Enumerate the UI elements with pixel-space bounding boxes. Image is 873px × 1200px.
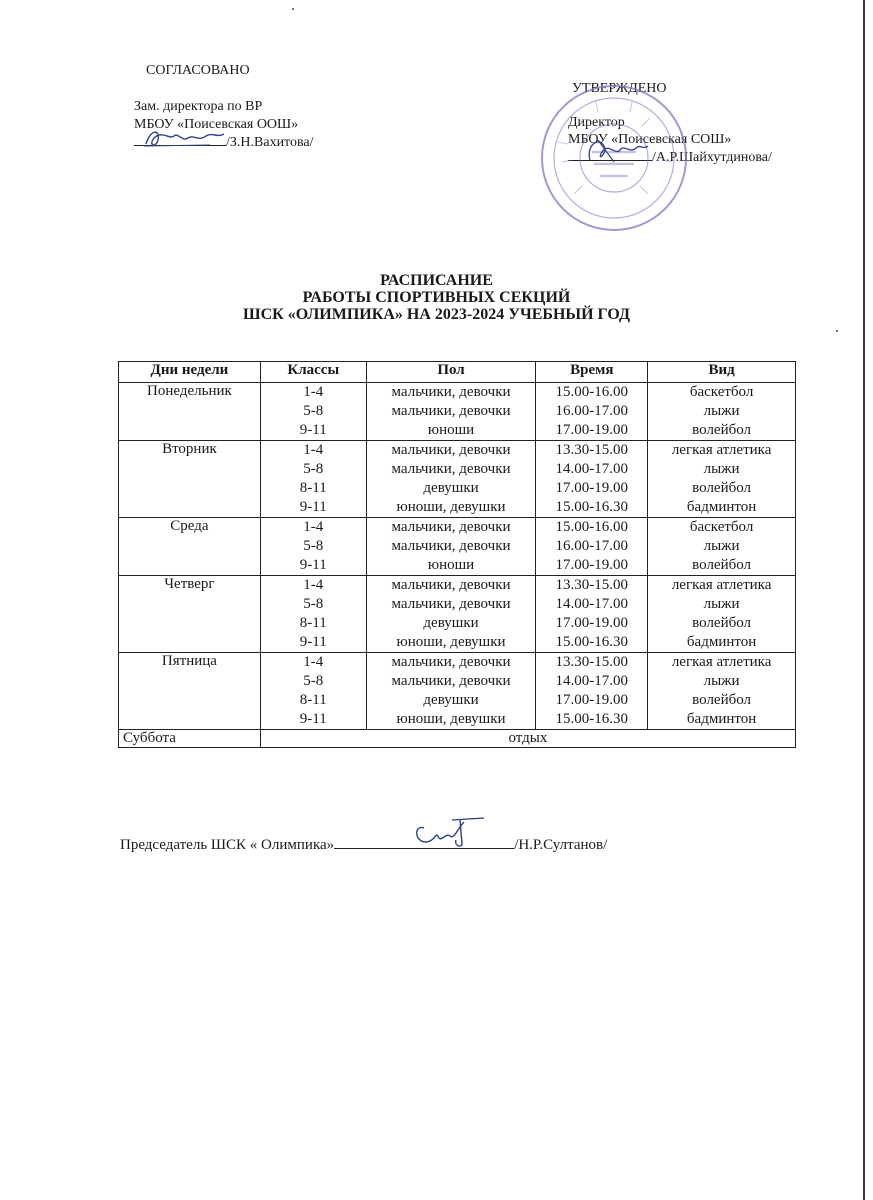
cell-day: Понедельник (119, 383, 261, 441)
table-row (119, 653, 796, 730)
cell-line: 17.00-19.00 (555, 692, 629, 708)
signature-right-image (580, 132, 650, 168)
cell-line: волейбол (692, 422, 752, 438)
cell-classes (260, 518, 366, 576)
cell-line: 1-4 (303, 519, 324, 535)
cell-gender (366, 653, 536, 730)
document-heading (0, 272, 873, 323)
cell-day: Пятница (119, 653, 261, 730)
scan-speck (836, 330, 838, 332)
approval-left-position: Зам. директора по ВР (134, 99, 263, 114)
cell-line: легкая атлетика (671, 654, 772, 670)
cell-line: 5-8 (303, 538, 324, 554)
header-days: Дни недели (119, 362, 261, 383)
cell-line: 9-11 (299, 634, 327, 650)
cell-line: 13.30-15.00 (555, 442, 629, 458)
cell-line: 17.00-19.00 (555, 480, 629, 496)
cell-line: 15.00-16.30 (555, 711, 629, 727)
cell-line: 8-11 (299, 692, 327, 708)
cell-line: 16.00-17.00 (555, 538, 629, 554)
cell-line: лыжи (703, 403, 740, 419)
table-row (119, 576, 796, 653)
cell-line: девушки (423, 615, 479, 631)
header-type: Вид (648, 362, 796, 383)
cell-line: юноши, девушки (396, 634, 506, 650)
cell-day: Четверг (119, 576, 261, 653)
cell-line: 9-11 (299, 499, 327, 515)
approval-left-org: МБОУ «Поисевская ООШ» (134, 117, 299, 132)
approval-right-org: МБОУ «Поисевская СОШ» (568, 132, 732, 147)
cell-time (536, 576, 648, 653)
cell-time (536, 518, 648, 576)
cell-line: 13.30-15.00 (555, 654, 629, 670)
cell-line: 14.00-17.00 (555, 461, 629, 477)
schedule-body (119, 383, 796, 748)
table-row (119, 441, 796, 518)
approval-left-title: СОГЛАСОВАНО (146, 63, 250, 78)
cell-line: мальчики, девочки (391, 442, 511, 458)
cell-line: девушки (423, 480, 479, 496)
footer-signature-block (120, 834, 607, 854)
cell-type (648, 383, 796, 441)
cell-line: 13.30-15.00 (555, 577, 629, 593)
cell-rest-note: отдых (260, 730, 795, 748)
cell-line: волейбол (692, 692, 752, 708)
cell-line: 8-11 (299, 480, 327, 496)
heading-line-3: ШСК «ОЛИМПИКА» НА 2023-2024 УЧЕБНЫЙ ГОД (243, 306, 630, 323)
cell-line: 8-11 (299, 615, 327, 631)
cell-line: 1-4 (303, 577, 324, 593)
cell-line: 1-4 (303, 442, 324, 458)
cell-line: 15.00-16.00 (555, 519, 629, 535)
signature-left-image (140, 126, 230, 152)
cell-line: мальчики, девочки (391, 673, 511, 689)
cell-line: 14.00-17.00 (555, 596, 629, 612)
approval-right-title: УТВЕРЖДЕНО (572, 81, 667, 96)
footer-label: Председатель ШСК « Олимпика» (120, 837, 335, 853)
cell-time (536, 441, 648, 518)
cell-line: мальчики, девочки (391, 577, 511, 593)
cell-line: мальчики, девочки (391, 538, 511, 554)
heading-line-2: РАБОТЫ СПОРТИВНЫХ СЕКЦИЙ (302, 289, 571, 306)
approval-left-signatory: /З.Н.Вахитова/ (226, 135, 314, 150)
cell-line: 17.00-19.00 (555, 557, 629, 573)
cell-classes (260, 441, 366, 518)
cell-day: Суббота (119, 730, 261, 748)
cell-gender (366, 518, 536, 576)
table-header-row (119, 362, 796, 383)
cell-type (648, 441, 796, 518)
cell-line: юноши, девушки (396, 711, 506, 727)
cell-line: легкая атлетика (671, 577, 772, 593)
cell-line: баскетбол (689, 384, 754, 400)
header-gender: Пол (366, 362, 536, 383)
cell-gender (366, 383, 536, 441)
cell-time (536, 653, 648, 730)
cell-line: 9-11 (299, 422, 327, 438)
table-row (119, 518, 796, 576)
cell-line: 5-8 (303, 461, 324, 477)
cell-line: 1-4 (303, 654, 324, 670)
cell-line: мальчики, девочки (391, 654, 511, 670)
cell-line: лыжи (703, 673, 740, 689)
cell-line: 1-4 (303, 384, 324, 400)
cell-line: лыжи (703, 538, 740, 554)
cell-line: 15.00-16.30 (555, 634, 629, 650)
cell-line: 17.00-19.00 (555, 422, 629, 438)
cell-line: юноши (427, 557, 475, 573)
cell-line: волейбол (692, 557, 752, 573)
cell-line: 17.00-19.00 (555, 615, 629, 631)
cell-type (648, 576, 796, 653)
cell-line: мальчики, девочки (391, 461, 511, 477)
cell-line: мальчики, девочки (391, 384, 511, 400)
cell-line: юноши, девушки (396, 499, 506, 515)
cell-line: волейбол (692, 615, 752, 631)
cell-gender (366, 441, 536, 518)
cell-gender (366, 576, 536, 653)
cell-classes (260, 383, 366, 441)
cell-line: 9-11 (299, 711, 327, 727)
cell-type (648, 518, 796, 576)
cell-line: бадминтон (686, 711, 757, 727)
cell-line: 15.00-16.00 (555, 384, 629, 400)
cell-line: 14.00-17.00 (555, 673, 629, 689)
footer-signatory: /Н.Р.Султанов/ (514, 837, 608, 853)
cell-line: волейбол (692, 480, 752, 496)
cell-day: Вторник (119, 441, 261, 518)
cell-line: мальчики, девочки (391, 519, 511, 535)
cell-line: девушки (423, 692, 479, 708)
cell-classes (260, 576, 366, 653)
cell-line: мальчики, девочки (391, 596, 511, 612)
table-row-saturday (119, 730, 796, 748)
signature-footer-image (410, 814, 490, 848)
cell-line: бадминтон (686, 499, 757, 515)
schedule-table (118, 361, 796, 748)
cell-line: 16.00-17.00 (555, 403, 629, 419)
cell-line: лыжи (703, 596, 740, 612)
cell-line: юноши (427, 422, 475, 438)
cell-line: 5-8 (303, 673, 324, 689)
cell-line: 5-8 (303, 596, 324, 612)
cell-line: мальчики, девочки (391, 403, 511, 419)
cell-line: 5-8 (303, 403, 324, 419)
header-classes: Классы (260, 362, 366, 383)
approval-right-signatory: /А.Р.Шайхутдинова/ (652, 150, 772, 165)
cell-line: 9-11 (299, 557, 327, 573)
cell-line: баскетбол (689, 519, 754, 535)
cell-type (648, 653, 796, 730)
header-time: Время (536, 362, 648, 383)
cell-day: Среда (119, 518, 261, 576)
cell-line: лыжи (703, 461, 740, 477)
scan-speck (292, 8, 294, 10)
page-edge-line (863, 0, 865, 1200)
heading-line-1: РАСПИСАНИЕ (380, 272, 493, 289)
cell-classes (260, 653, 366, 730)
cell-line: 15.00-16.30 (555, 499, 629, 515)
cell-line: легкая атлетика (671, 442, 772, 458)
cell-time (536, 383, 648, 441)
cell-line: бадминтон (686, 634, 757, 650)
table-row (119, 383, 796, 441)
approval-right-position: Директор (568, 115, 625, 130)
